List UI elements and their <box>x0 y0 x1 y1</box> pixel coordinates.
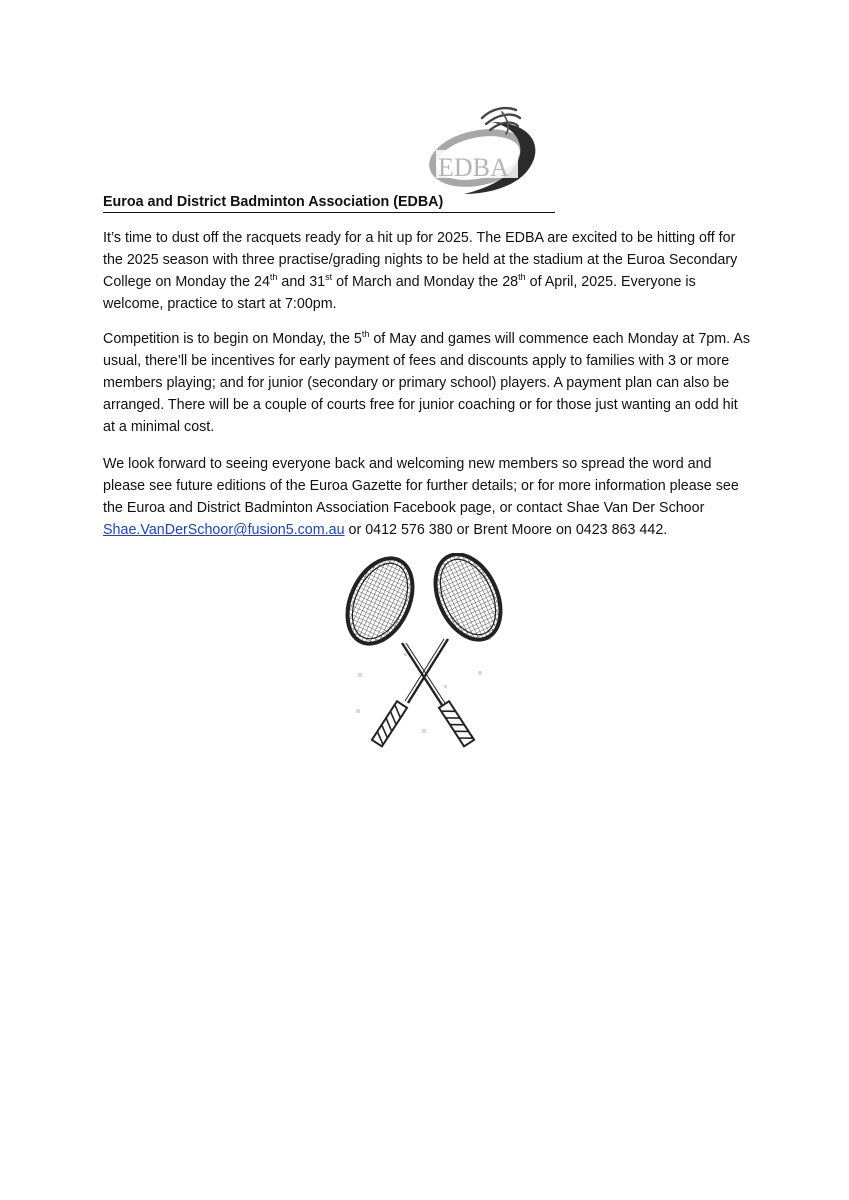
paragraph-contact <box>103 453 753 541</box>
paragraph-competition <box>103 328 753 438</box>
logo-text: EDBA <box>438 153 509 182</box>
ordinal-suffix: th <box>269 272 278 283</box>
email-link[interactable]: Shae.VanDerSchoor@fusion5.com.au <box>103 522 345 539</box>
page-title: Euroa and District Badminton Association (EDBA) <box>103 193 555 213</box>
paragraph-text: or 0412 576 380 or Brent Moore on 0423 863 442. <box>344 522 668 539</box>
paragraph-text: of April, 2025. Everyone is welcome, practice to start at 7:00pm. <box>103 274 696 313</box>
paragraph-text: We look forward to seeing everyone back and welcoming new members so spread the word and please see future editions of the Euroa Gazette for further details; or for more information please see the Euroa and District Badminton Association Facebook page, or contact Shae Van Der Schoor <box>103 456 739 517</box>
edba-logo-icon <box>420 98 548 202</box>
ordinal-suffix: th <box>361 329 370 340</box>
ordinal-suffix: st <box>325 272 333 283</box>
paragraph-text: Competition is to begin on Monday, the 5 <box>103 331 362 347</box>
paragraph-text: of March and Monday the 28 <box>332 274 519 291</box>
paragraph-text: It’s time to dust off the racquets ready for a hit up for 2025. The EDBA are excited to be hitting off for the 2025 season with three practise/grading nights to be held at the stadium at the Euroa Secondary College on Monday the 24 <box>103 230 738 291</box>
paragraph-practice-nights <box>103 227 753 315</box>
paragraph-text: and 31 <box>277 274 326 291</box>
paragraph-text: of May and games will commence each Monday at 7pm. As usual, there’ll be incentives for early payment of fees and discounts apply to families with 3 or more members playing; and for junior (secondary or primary school) players. A payment plan can also be arranged. There will be a couple of courts free for junior coaching or for those just wanting an odd hit at a minimal cost. <box>103 331 750 436</box>
ordinal-suffix: th <box>518 272 526 283</box>
crossed-badminton-racquets-icon <box>344 553 506 755</box>
